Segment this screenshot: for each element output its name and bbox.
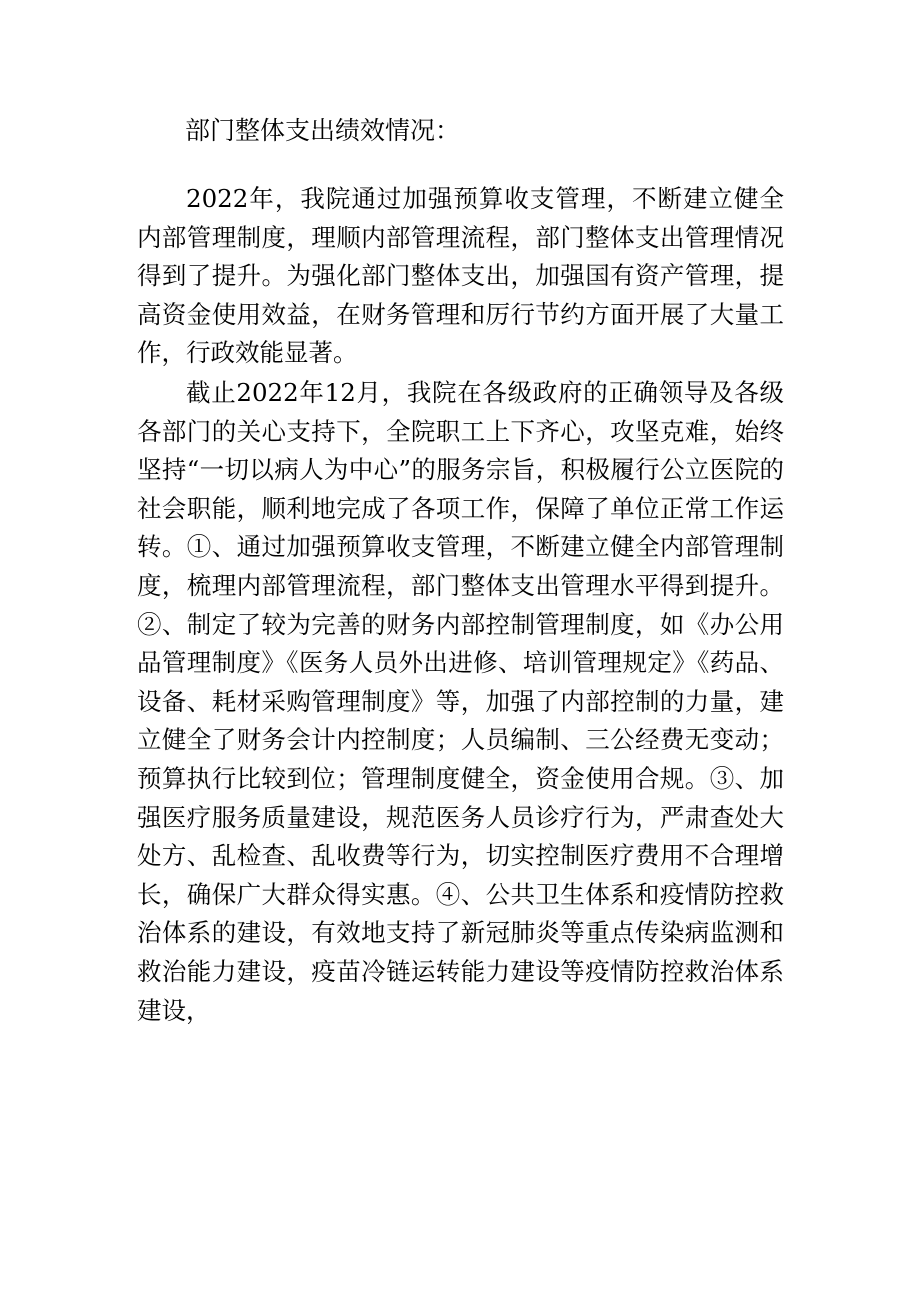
paragraph-details: 截止2022年12月，我院在各级政府的正确领导及各级各部门的关心支持下，全院职工上下齐心，攻坚克难，始终坚持“一切以病人为中心”的服务宗旨，积极履行公立医院的社会职能，顺利地完成了各项工作，保障了单位正常工作运转。①、通过加强预算收支管理，不断建立健全内部管理制度，梳理内部管理流程，部门整体支出管理水平得到提升。②、制定了较为完善的财务内部控制管理制度，如《办公用品管理制度》《医务人员外出进修、培训管理规定》《药品、设备、耗材采购管理制度》等，加强了内部控制的力量，建立健全了财务会计内控制度；人员编制、三公经费无变动；预算执行比较到位；管理制度健全，资金使用合规。③、加强医疗服务质量建设，规范医务人员诊疗行为，严肃查处大处方、乱检查、乱收费等行为，切实控制医疗费用不合理增长，确保广大群众得实惠。④、公共卫生体系和疫情防控救治体系的建设，有效地支持了新冠肺炎等重点传染病监测和救治能力建设，疫苗冷链运转能力建设等疫情防控救治体系建设， xyxy=(137,378,784,1025)
paragraph-summary: 2022年，我院通过加强预算收支管理，不断建立健全内部管理制度，理顺内部管理流程，部门整体支出管理情况得到了提升。为强化部门整体支出，加强国有资产管理，提高资金使用效益，在财务管理和厉行节约方面开展了大量工作，行政效能显著。 xyxy=(137,184,784,368)
section-heading: 部门整体支出绩效情况： xyxy=(185,116,461,145)
